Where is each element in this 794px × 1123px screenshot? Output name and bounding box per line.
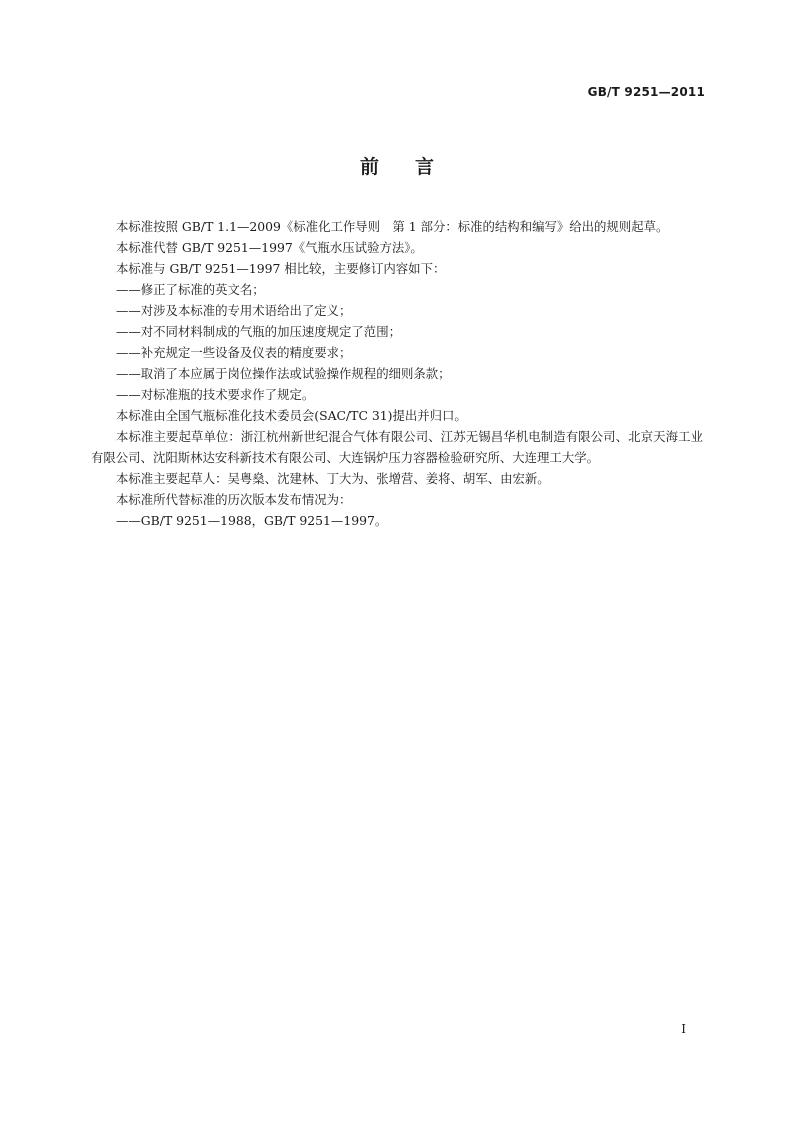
page-title: 前言 — [359, 156, 470, 178]
foreword-body — [91, 216, 703, 531]
list-item-change: ——修正了标准的英文名； — [116, 282, 265, 297]
page-number: I — [681, 1022, 686, 1036]
list-item-change: ——对不同材料制成的气瓶的加压速度规定了范围； — [116, 324, 401, 339]
list-item-history: ——GB/T 9251—1988，GB/T 9251—1997。 — [116, 513, 388, 528]
paragraph-changes-intro: 本标准与 GB/T 9251—1997 相比较，主要修订内容如下： — [116, 261, 446, 276]
list-item-change: ——取消了本应属于岗位操作法或试验操作规程的细则条款； — [116, 366, 451, 381]
paragraph-history-intro: 本标准所代替标准的历次版本发布情况为： — [116, 492, 352, 507]
list-item-change: ——对标准瓶的技术要求作了规定。 — [116, 387, 315, 402]
paragraph-proposer: 本标准由全国气瓶标准化技术委员会(SAC/TC 31)提出并归口。 — [116, 408, 467, 423]
list-item-change: ——对涉及本标准的专用术语给出了定义； — [116, 303, 352, 318]
list-item-change: ——补充规定一些设备及仪表的精度要求； — [116, 345, 352, 360]
paragraph-replaces: 本标准代替 GB/T 9251—1997《气瓶水压试验方法》。 — [116, 240, 423, 255]
standard-code: GB/T 9251—2011 — [587, 85, 705, 99]
paragraph-drafters: 本标准主要起草人：吴粤燊、沈建林、丁大为、张增营、姜将、胡军、由宏新。 — [116, 471, 550, 486]
paragraph-drafting-rules: 本标准按照 GB/T 1.1—2009《标准化工作导则 第 1 部分：标准的结构和编写》给出的规则起草。 — [116, 219, 669, 234]
paragraph-drafting-units: 本标准主要起草单位：浙江杭州新世纪混合气体有限公司、江苏无锡昌华机电制造有限公司、北京天海工业有限公司、沈阳斯林达安科新技术有限公司、大连锅炉压力容器检验研究所、大连理工大学。 — [91, 429, 703, 465]
